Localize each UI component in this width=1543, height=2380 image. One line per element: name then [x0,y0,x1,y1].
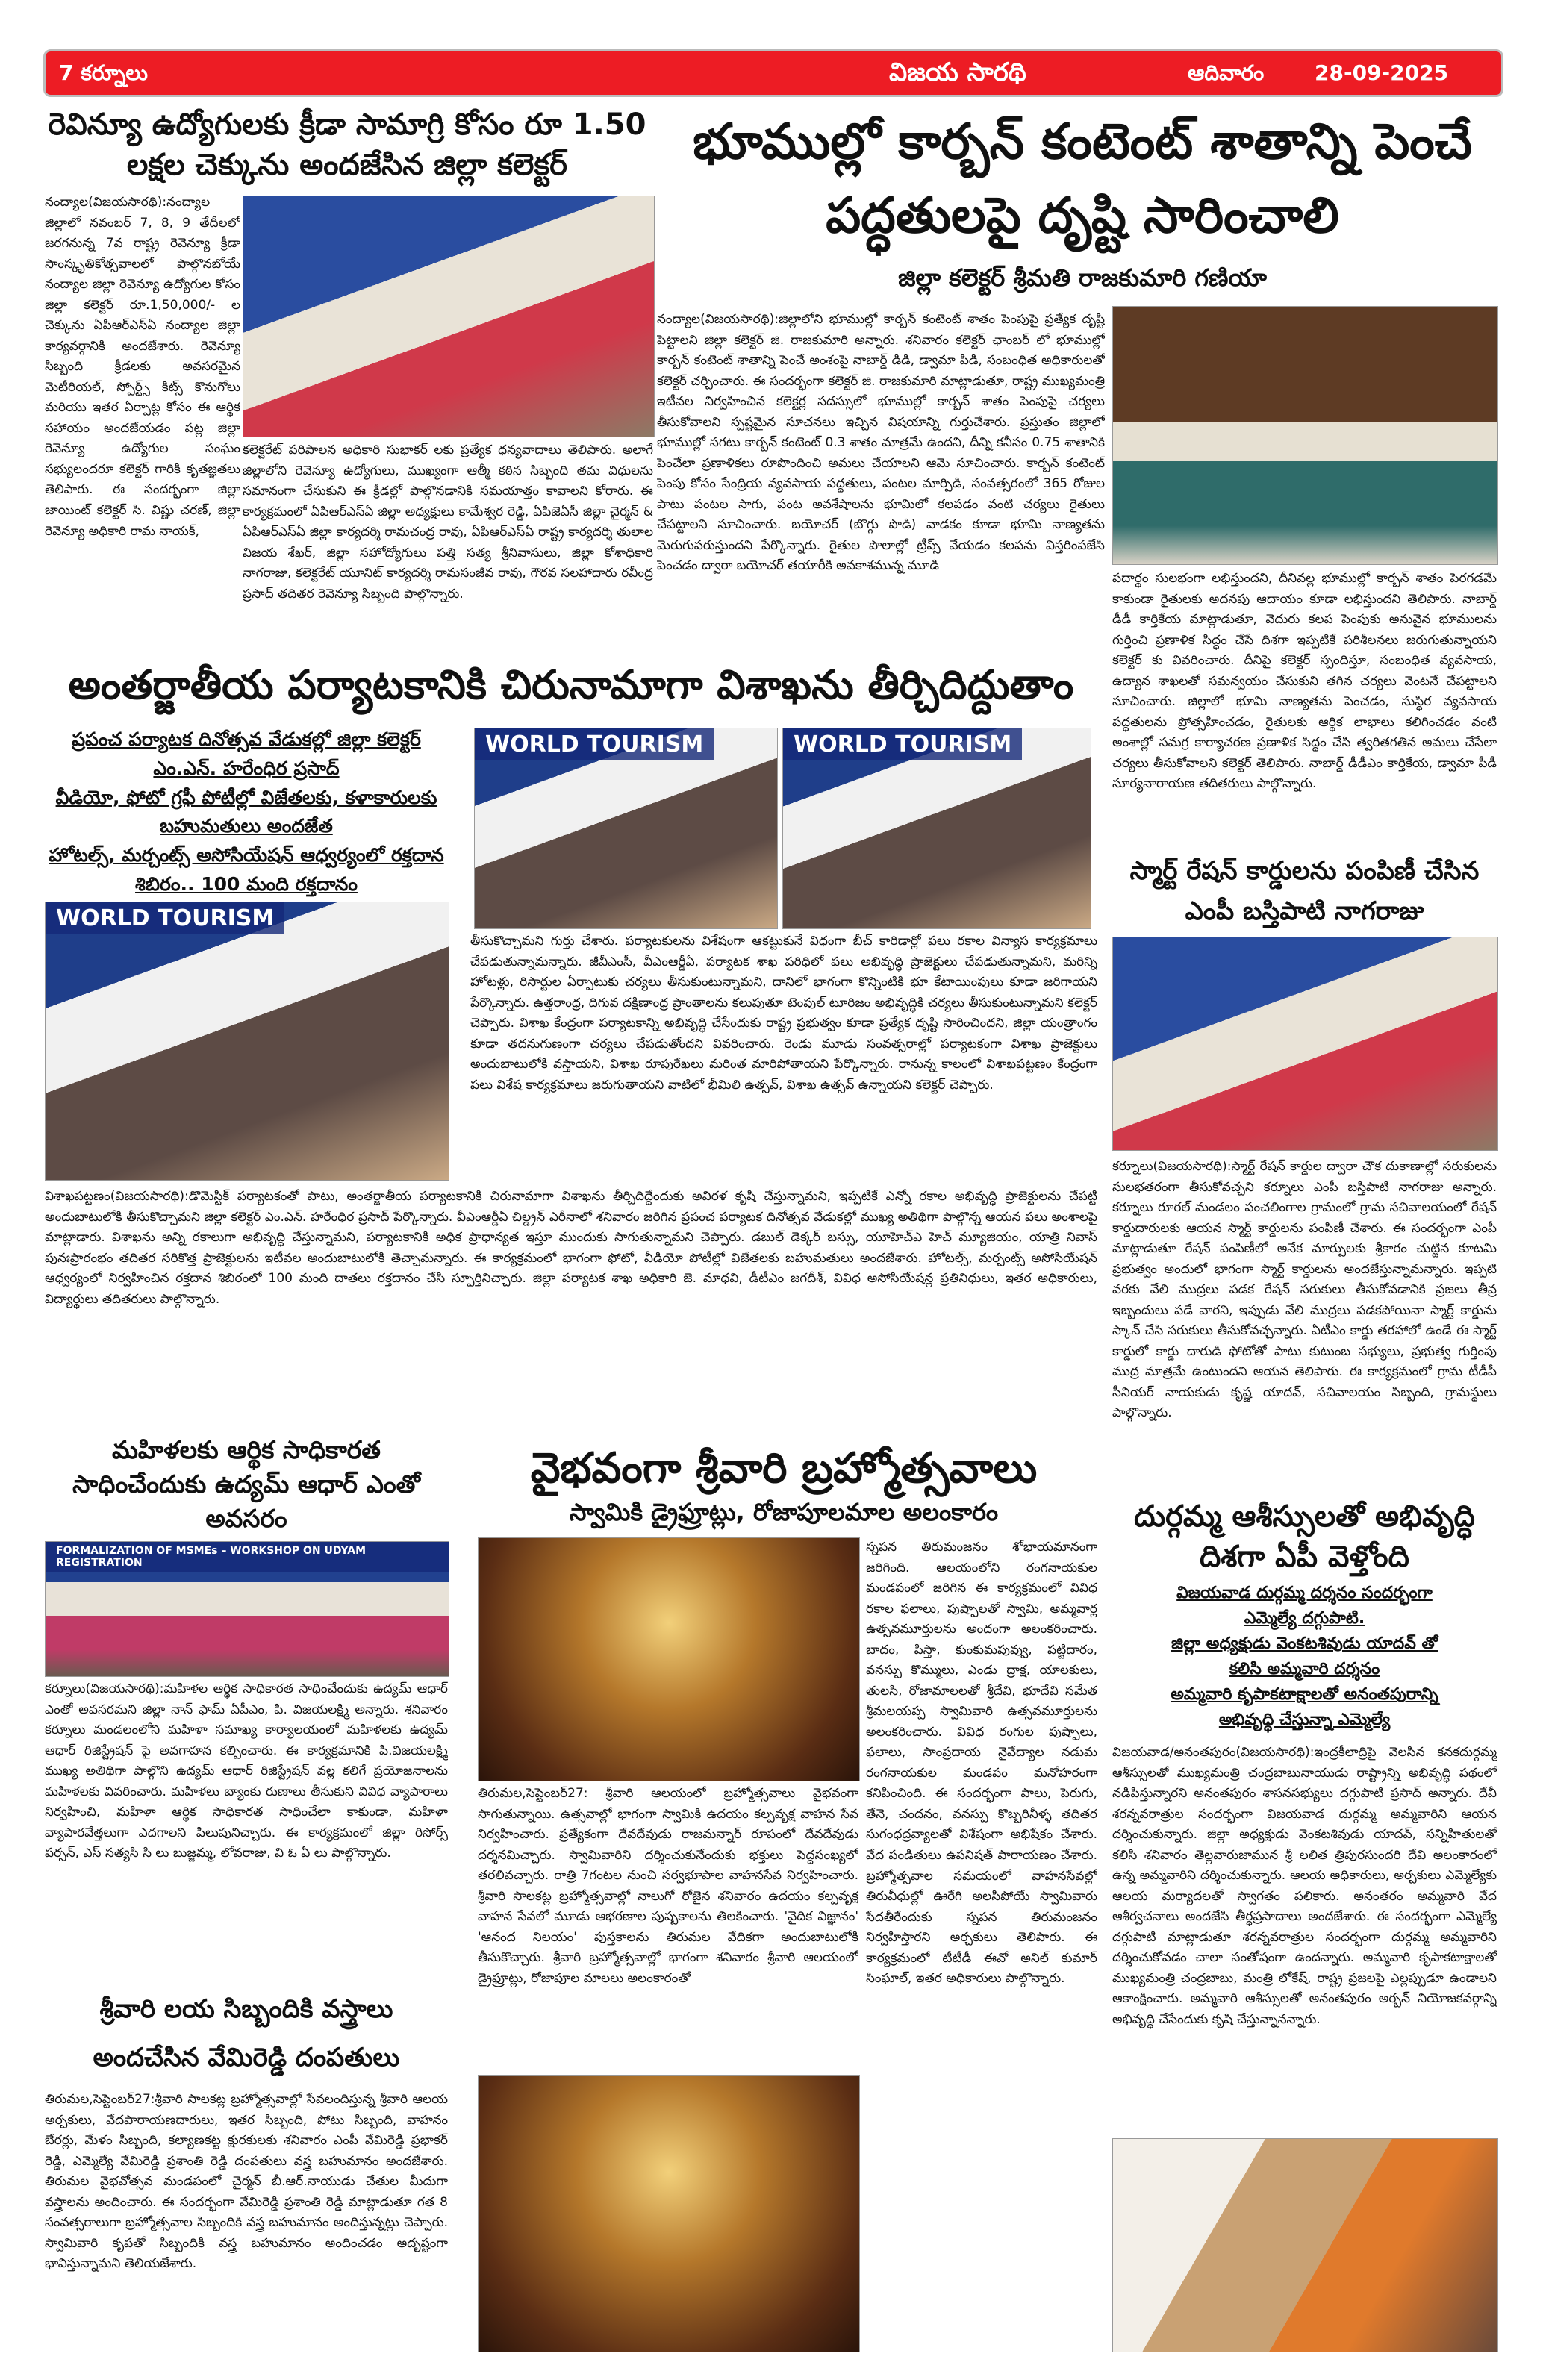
photo-tourism-award-1: WORLD TOURISM [474,728,778,929]
article-body: నంద్యాల(విజయసారథి):నంద్యాల జిల్లాలో నవంబర్ 7, 8, 9 తేదీలలో జరగనున్న 7వ రాష్ట్ర రెవెన్యూ క్రీడా సాంస్కృతికోత్సవాలలో పాల్గొనబోయే నంద్యాల జిల్లా రెవెన్యూ ఉద్యోగుల కోసం జిల్లా కలెక్టర్ రూ.1,50,000/- ల చెక్కును ఏపిఆర్ఎస్ఏ నంద్యాల జిల్లా కార్యవర్గానికి అందజేశారు. రెవెన్యూ సిబ్బంది క్రీడలకు అవసరమైన మెటీరియల్, స్పోర్ట్స్ కిట్స్ కొనుగోలు మరియు ఇతర ఏర్పాట్ల కోసం ఈ ఆర్థిక సహాయం అందజేయడం పట్ల జిల్లా రెవెన్యూ ఉద్యోగుల సంఘం సభ్యులందరూ కలెక్టర్ గారికి కృతజ్ఞతలు తెలిపారు. ఈ సందర్భంగా జిల్లా జాయింట్ కలెక్టర్ సి. విష్ణు చరణ్, జిల్లా రెవెన్యూ అధికారి రామ నాయక్, [45,195,240,539]
article-body: కలెక్టరేట్ పరిపాలన అధికారి సుభాకర్ లకు ప్రత్యేక ధన్యవాదాలు తెలిపారు. అలాగే జిల్లాలోని రెవెన్యూ ఉద్యోగులు, ముఖ్యంగా ఆత్మీ కఠిన సిబ్బంది తమ విధులను సమానంగా చేసుకుని ఈ క్రీడల్లో పాల్గొనడానికి సమయాత్తం కావాలని కోరారు. ఈ కార్యక్రమంలో ఏపిఆర్ఎస్ఏ జిల్లా అధ్యక్షులు కామేశ్వర రెడ్డి, ఏపిజెఏసీ జిల్లా చైర్మన్ & ఏపిఆర్ఎస్ఏ జిల్లా కార్యదర్శి రామచంద్ర రావు, ఏపిఆర్ఎస్ఏ రాష్ట్ర కార్యదర్శి తులాల విజయ శేఖర్, జిల్లా సహోద్యోగులు పత్తి సత్య శ్రీనివాసులు, జిల్లా కోశాధికారి నాగరాజు, కలెక్టరేట్ యూనిట్ కార్యదర్శి రామసంజీవ రావు, గౌరవ సలహాదారు రవీంద్ర ప్రసాద్ తదితర రెవెన్యూ సిబ్బంది పాల్గొన్నారు. [243,443,653,602]
article-body: కర్నూలు(విజయసారథి):స్మార్ట్ రేషన్ కార్డుల ద్వారా చౌక దుకాణాల్లో సరుకులను సులభతరంగా తీసుకోవచ్చని కర్నూలు ఎంపీ బస్తిపాటి నాగరాజు అన్నారు. కర్నూలు రూరల్ మండలం పంచలింగాల గ్రామంలో గ్రామ సచివాలయంలో రేషన్ కార్డుదారులకు ఆయన స్మార్ట్ కార్డులను పంపిణీ చేశారు. ఈ సందర్భంగా ఎంపీ మాట్లాడుతూ రేషన్ పంపిణీలో అనేక మార్పులకు శ్రీకారం చుట్టిన కూటమి ప్రభుత్వం అందులో భాగంగా స్మార్ట్ కార్డులను అందజేస్తున్నామన్నారు. ఇప్పటి వరకు వేలి ముద్రలు పడక రేషన్ సరుకులు తీసుకోవడానికి ప్రజలు తీవ్ర ఇబ్బందులు పడే వారని, ఇప్పుడు వేలి ముద్రలు పడకపోయినా స్మార్ట్ కార్డును స్కాన్ చేసి సరుకులు తీసుకోవచ్చన్నారు. ఏటీఎం కార్డు తరహాలో ఉండే ఈ స్మార్ట్ కార్డులో కార్డు దారుడి ఫోటోతో పాటు కుటుంబ సభ్యులు, ప్రభుత్వ గుర్తింపు ముద్ర మాత్రమే ఉంటుందని ఆయన తెలిపారు. ఈ కార్యక్రమంలో గ్రామ టీడీపీ సీనియర్ నాయకుడు కృష్ణ యాదవ్, సచివాలయం సిబ్బంది, గ్రామస్థులు పాల్గొన్నారు. [1112,1159,1497,1421]
photo-collector [1112,306,1498,565]
article-subheads: విజయవాడ దుర్గమ్మ దర్శనం సందర్భంగా ఎమ్మెల్యే దగ్గుపాటి. జిల్లా అధ్యక్షుడు వెంకటశివుడు యాదవ్ తో కలిసి అమ్మవారి దర్శనం అమ్మవారి కృపాకటాక్షాలతో అనంతపురాన్ని అభివృద్ధి చేస్తున్నా ఎమ్మెల్యే [1171,1584,1438,1730]
article-body: విశాఖపట్టణం(విజయసారథి):డొమెస్టిక్ పర్యాటకంతో పాటు, అంతర్జాతీయ పర్యాటకానికి చిరునామాగా విశాఖను తీర్చిదిద్దేందుకు అవిరళ కృషి చేస్తున్నామని, ఇప్పటికే ఎన్నో రకాల అభివృద్ధి ప్రాజెక్టులను చేపట్టి అందుబాటులోకి తీసుకొచ్చామని జిల్లా కలెక్టర్ ఎం.ఎన్. హరేంధిర ప్రసాద్ పేర్కొన్నారు. వీఎంఆర్డీఏ చిల్డ్రన్ ఎరీనాలో శనివారం జరిగిన ప్రపంచ పర్యాటక దినోత్సవ వేడుకల్లో ముఖ్య అతిథిగా పాల్గొన్న ఆయన పలు అంశాలపై మాట్లాడారు. విశాఖను అన్ని రకాలుగా అభివృద్ధి చేస్తున్నామని, పర్యాటకానికి అధిక ప్రాధాన్యత ఇస్తూ ముందుకు సాగుతున్నామని చెప్పారు. డబుల్ డెక్కర్ బస్సు, యూహెచ్ఎ హెచ్ మ్యూజియం, యాత్రి నివాస్ పునఃప్రారంభం తదితర సరికొత్త ప్రాజెక్టులను ఇటీవల అందుబాటులోకి తెచ్చామన్నారు. ఈ కార్యక్రమంలో భాగంగా ఫోటో, వీడియో పోటీల్లో విజేతలకు బహుమతులు అందజేశారు. హోటల్స్, మర్చంట్స్ అసోసియేషన్ ఆధ్వర్యంలో నిర్వహించిన రక్తదాన శిబిరంలో 100 మంది దాతలు రక్తదానం చేసి స్ఫూర్తినిచ్చారు. జిల్లా పర్యాటక శాఖ అధికారి జె. మాధవి, డీటీఎం జగదీశ్, వివిధ అసోసియేషన్ల ప్రతినిధులు, ఇతర అధికారులు, విద్యార్థులు తదితరులు పాల్గొన్నారు. [45,1189,1097,1307]
article-byline: జిల్లా కలెక్టర్ శ్రీమతి రాజకుమారి గణియా [898,263,1267,292]
paper-name: విజయ సారథి [889,57,1026,87]
article-subheadline: స్వామికి డ్రైఫ్రూట్లు, రోజాపూలమాల అలంకారం [569,1498,999,1526]
article-subheads: ప్రపంచ పర్యాటక దినోత్సవ వేడుకల్లో జిల్లా కలెక్టర్ ఎం.ఎన్. హరేంధిర ప్రసాద్ వీడియో, ఫోటో గ్రఫీ పోటీల్లో విజేతలకు, కళాకారులకు బహుమతులు అందజేత హోటల్స్, మర్చంట్స్ అసోసియేషన్ ఆధ్వర్యంలో రక్తదాన శిబిరం.. 100 మంది రక్తదానం [49,728,444,895]
photo-mla-durgamma [1112,2138,1498,2352]
article-body: విజయవాడ/అనంతపురం(విజయసారథి):ఇంద్రకీలాద్రిపై వెలసిన కనకదుర్గమ్మ ఆశీస్సులతో ముఖ్యమంత్రి చంద్రబాబునాయుడు రాష్ట్రాన్ని అభివృద్ధి పథంలో నడిపిస్తున్నారని అనంతపురం శాసనసభ్యులు దగ్గుపాటి ప్రసాద్ అన్నారు. దేవీ శరన్నవరాత్రుల సందర్భంగా విజయవాడ దుర్గమ్మ అమ్మవారిని ఆయన దర్శించుకున్నారు. జిల్లా అధ్యక్షుడు వెంకటశివుడు యాదవ్, సన్నిహితులతో కలిసి శనివారం తెల్లవారుజామున శ్రీ లలిత త్రిపురసుందరి దేవి అలంకారంలో ఉన్న అమ్మవారిని దర్శించుకున్నారు. ఆలయ అధికారులు, అర్చకులు ఎమ్మెల్యేకు ఆలయ మర్యాదలతో స్వాగతం పలికారు. అనంతరం అమ్మవారి వేద ఆశీర్వచనాలు అందజేసి తీర్థప్రసాదాలు అందజేశారు. ఈ సందర్భంగా ఎమ్మెల్యే దగ్గుపాటి మాట్లాడుతూ శరన్నవరాత్రుల సందర్భంగా దుర్గమ్మ అమ్మవారిని దర్శించుకోవడం చాలా సంతోషంగా ఉందన్నారు. అమ్మవారి కృపాకటాక్షాలతో ముఖ్యమంత్రి చంద్రబాబు, మంత్రి లోకేష్, రాష్ట్ర ప్రజలపై ఎల్లప్పుడూ ఉండాలని ఆకాంక్షించారు. అమ్మవారి ఆశీస్సులతో అనంతపురం అర్బన్ నియోజకవర్గాన్ని అభివృద్ధి చేసేందుకు కృషి చేస్తున్నానన్నారు. [1112,1745,1497,2027]
photo-ration-cards [1112,937,1498,1151]
article-headline-sports-cheque: రెవిన్యూ ఉద్యోగులకు క్రీడా సామాగ్రి కోసం రూ 1.50 లక్షల చెక్కును అందజేసిన జిల్లా కలెక్టర్ [48,107,646,182]
article-headline-ration-cards: స్మార్ట్ రేషన్ కార్డులను పంపిణీ చేసిన ఎంపీ బస్తిపాటి నాగరాజు [1129,856,1480,927]
article-body: కర్నూలు(విజయసారథి):మహిళల ఆర్థిక సాధికారత సాధించేందుకు ఉద్యమ్ ఆధార్ ఎంతో అవసరమని జిల్లా నాన్ ఫామ్ ఏపీఎం, పి. విజయలక్ష్మి అన్నారు. శనివారం కర్నూలు మండలంలోని మహిళా సమాఖ్య కార్యాలయంలో మహిళలకు ఉద్యమ్ ఆధార్ రిజిస్ట్రేషన్ పై అవగాహన కల్పించారు. ఈ కార్యక్రమానికి పి.విజయలక్ష్మి ముఖ్య అతిథిగా పాల్గొని ఉద్యమ్ ఆధార్ రిజిస్ట్రేషన్ వల్ల కలిగే ప్రయోజనాలను మహిళలకు వివరించారు. మహిళలు బ్యాంకు రుణాలు తీసుకుని వివిధ వ్యాపారాలు నిర్వహించి, మహిళా ఆర్థిక సాధికారత సాధించేలా కాకుండా, మహిళా వ్యాపారవేత్తలుగా ఎదగాలని పిలుపునిచ్చారు. ఈ కార్యక్రమంలో జిల్లా రిసోర్స్ పర్సన్, ఎస్ సత్యసి సి లు బుజ్జమ్మ, లోవరాజు, వి ఓ ఏ లు పాల్గొన్నారు. [45,1681,448,1861]
photo-temple-deity [478,1537,860,1781]
page-section: 7 కర్నూలు [59,60,148,85]
article-headline-vemireddy: శ్రీవారి లయ సిబ్బందికి వస్త్రాలు అందచేసిన వేమిరెడ్డి దంపతులు [93,1994,400,2073]
date-label: 28-09-2025 [1315,60,1449,85]
article-body: పదార్థం సులభంగా లభిస్తుందని, దీనివల్ల భూముల్లో కార్బన్ శాతం పెరగడమే కాకుండా రైతులకు అదనపు ఆదాయం కూడా లభిస్తుందని తెలిపారు. నాబార్డ్ డీడీ కార్తికేయ మాట్లాడుతూ, వెదురు కలప పెంపుకు అనువైన భూములను గుర్తించి ప్రణాళిక సిద్ధం చేసే దిశగా ఇప్పటికే పరిశీలనలు జరుగుతున్నాయని కలెక్టర్ కు వివరించారు. దీనిపై కలెక్టర్ స్పందిస్తూ, సంబంధిత వ్యవసాయ, ఉద్యాన శాఖలతో సమన్వయం చేసుకుని తగిన చర్యలు వెంటనే చేపట్టాలని సూచించారు. జిల్లాలో భూమి నాణ్యతను పెంచడం, సుస్థిర వ్యవసాయ పద్ధతులను ప్రోత్సహించడం, రైతులకు ఆర్థిక లాభాలు కలిగించడం వంటి అంశాల్లో సమగ్ర కార్యాచరణ ప్రణాళిక సిద్ధం చేసి త్వరితగతిన అమలు చేసేలా చర్యలు తీసుకోవాలని కలెక్టర్ తెలిపారు. నాబార్డ్ డీడీఎం కార్తికేయ, డ్వామా పీడీ సూర్యనారాయణ తదితరులు పాల్గొన్నారు. [1112,571,1497,792]
article-headline-udyam: మహిళలకు ఆర్థిక సాధికారత సాధించేందుకు ఉద్యమ్ ఆధార్ ఎంతో అవసరం [72,1435,420,1534]
article-headline-tourism: అంతర్జాతీయ పర్యాటకానికి చిరునామాగా విశాఖను తీర్చిదిద్దుతాం [68,661,1074,708]
article-headline-durgamma: దుర్గమ్మ ఆశీస్సులతో అభివృద్ధి దిశగా ఏపీ వెళ్తోంది [1134,1499,1475,1574]
article-headline-carbon: భూముల్లో కార్బన్ కంటెంట్ శాతాన్ని పెంచే పద్ధతులపై దృష్టి సారించాలి [693,113,1472,244]
photo-udyam-workshop: FORMALIZATION OF MSMEs – WORKSHOP ON UDYAM REGISTRATION [45,1541,449,1677]
article-headline-brahmotsavam: వైభవంగా శ్రీవారి బ్రహ్మోత్సవాలు [530,1444,1038,1493]
day-label: ఆదివారం [1188,60,1265,85]
photo-temple-abhishekam [478,2075,860,2352]
article-body: తిరుమల,సెప్టెంబర్27: శ్రీవారి ఆలయంలో బ్రహ్మోత్సవాలు వైభవంగా సాగుతున్నాయి. ఉత్సవాల్లో భాగంగా స్వామికి ఉదయం కల్పవృక్ష వాహన సేవ నిర్వహించారు. ప్రత్యేకంగా దేవదేవుడు రాజమన్నార్ రూపంలో దేవదేవుడు దర్శనమిచ్చారు. స్వామివారిని దర్శించుకునేందుకు భక్తులు పెద్దసంఖ్యలో తరలివచ్చారు. రాత్రి 7గంటల నుంచి సర్వభూపాల వాహనసేవ నిర్వహించారు. శ్రీవారి సాలకట్ల బ్రహ్మోత్సవాల్లో నాలుగో రోజైన శనివారం ఉదయం కల్పవృక్ష వాహన సేవలో మూడు ఆభరణాల పుష్పకాలను తిలకించారు. 'వైదిక విజ్ఞానం' 'ఆనంద నిలయం' పుస్తకాలను తిరుమల వేదికగా అందుబాటులోకి తీసుకొచ్చారు. శ్రీవారి బ్రహ్మోత్సవాల్లో భాగంగా శనివారం శ్రీవారి ఆలయంలో డ్రైఫ్రూట్లు, రోజాపూల మాలలు అలంకారంతో [478,1786,858,1986]
photo-cheque-handover [243,196,655,437]
article-body: తిరుమల,సెప్టెంబర్27:శ్రీవారి సాలకట్ల బ్రహ్మోత్సవాల్లో సేవలందిస్తున్న శ్రీవారి ఆలయ అర్చకులు, వేదపారాయణదారులు, ఇతర సిబ్బంది, పోటు సిబ్బంది, వాహనం బేరర్లు, మేళం సిబ్బంది, కల్యాణకట్ట క్షురకులకు శనివారం ఎంపీ వేమిరెడ్డి ప్రభాకర్ రెడ్డి, ఎమ్మెల్యే వేమిరెడ్డి ప్రశాంతి రెడ్డి దంపతులు వస్త్ర బహుమానం అందజేశారు. తిరుమల వైభవోత్సవ మండపంలో చైర్మన్ బీ.ఆర్.నాయుడు చేతుల మీదుగా వస్త్రాలను అందించారు. ఈ సందర్భంగా వేమిరెడ్డి ప్రశాంతి రెడ్డి మాట్లాడుతూ గత 8 సంవత్సరాలుగా బ్రహ్మోత్సవాల సిబ్బందికి వస్త్ర బహుమానం అందిస్తున్నట్లు చెప్పారు. స్వామివారి కృపతో సిబ్బందికి వస్త్ర బహుమానం అందించడం అదృష్టంగా భావిస్తున్నామని తెలియజేశారు. [45,2092,448,2272]
article-body: తీసుకొచ్చామని గుర్తు చేశారు. పర్యాటకులను విశేషంగా ఆకట్టుకునే విధంగా బీచ్ కారిడార్లో పలు రకాల విన్యాస కార్యక్రమాలు చేపడుతున్నామన్నారు. జీవీఎంసీ, వీఎంఆర్డీఏ, పర్యాటక శాఖ పరిధిలో పలు అభివృద్ధి ప్రాజెక్టులు చేపడుతున్నామని, మరిన్ని హోటళ్లు, రిసార్టుల ఏర్పాటుకు చర్యలు తీసుకుంటున్నామని, దానిలో భాగంగా కొన్నింటికి భూ కేటాయింపులు కూడా జరిగాయని పేర్కొన్నారు. ఉత్తరాంధ్ర, దిగువ దక్షిణాంధ్ర ప్రాంతాలను కలుపుతూ టెంపుల్ టూరిజం అభివృద్ధికి చర్యలు తీసుకుంటున్నామని కలెక్టర్ చెప్పారు. విశాఖ కేంద్రంగా పర్యాటకాన్ని అభివృద్ధి చేసేందుకు రాష్ట్ర ప్రభుత్వం కూడా ప్రత్యేక దృష్టి సారించిందని, జిల్లా యంత్రాంగం కూడా తదనుగుణంగా చర్యలు చేపడుతోందని వివరించారు. రెండు మూడు సంవత్సరాల్లో పర్యాటకంగా విశాఖ ప్రాజెక్టులు అందుబాటులోకి వస్తాయని, విశాఖ రూపురేఖలు మరింత మారిపోతాయని పేర్కొన్నారు. రానున్న కాలంలో విశాఖపట్టణం కేంద్రంగా పలు విశేష కార్యక్రమాలు జరుగుతాయని వాటిలో భీమిలి ఉత్సవ్, విశాఖ ఉత్సవ్ ఉన్నాయని కలెక్టర్ చెప్పారు. [470,934,1097,1093]
article-body: నంద్యాల(విజయసారథి):జిల్లాలోని భూముల్లో కార్బన్ కంటెంట్ శాతం పెంపుపై ప్రత్యేక దృష్టి పెట్టాలని జిల్లా కలెక్టర్ జి. రాజకుమారి అన్నారు. శనివారం కలెక్టర్ ఛాంబర్ లో భూముల్లో కార్బన్ కంటెంట్ శాతాన్ని పెంచే అంశంపై నాబార్డ్ డిడి, డ్వామా పిడి, సంబంధిత అధికారులతో కలెక్టర్ చర్చించారు. ఈ సందర్భంగా కలెక్టర్ జి. రాజకుమారి మాట్లాడుతూ, రాష్ట్ర ముఖ్యమంత్రి ఇటీవల నిర్వహించిన కలెక్టర్ల సదస్సులో భూముల్లో కార్బన్ శాతం పెంపుపై చర్యలు తీసుకోవాలని స్పష్టమైన సూచనలు ఇచ్చిన విషయాన్ని గుర్తుచేశారు. ప్రస్తుతం జిల్లాలో భూముల్లో సగటు కార్బన్ కంటెంట్ 0.3 శాతం మాత్రమే ఉందని, దీన్ని కనీసం 0.75 శాతానికి పెంచేలా ప్రణాళికలు రూపొందించి అమలు చేయాలని ఆమె సూచించారు. కార్బన్ కంటెంట్ పెంపు కోసం సేంద్రియ వ్యవసాయ పద్ధతులు, పంటల మార్పిడి, సంవత్సరంలో 365 రోజుల పాటు పంటల సాగు, పంట అవశేషాలను భూమిలో కలపడం వంటి చర్యలు రైతులు చేపట్టాలని సూచించారు. బయోచర్ (బొగ్గు పొడి) వాడకం కూడా భూమి నాణ్యతను మెరుగుపరుస్తుందని పేర్కొన్నారు. రైతుల పొలాల్లో ట్రీప్స్ వేయడం కలపను విస్తరింపజేసి పెంచడం ద్వారా బయోచర్ తయారీకి అవకాశమున్న మూడి [657,312,1105,574]
photo-tourism-award-3: WORLD TOURISM [45,902,449,1181]
photo-tourism-award-2: WORLD TOURISM [782,728,1091,929]
masthead-bar [43,49,1503,97]
article-body: స్నపన తిరుమంజనం శోభాయమానంగా జరిగింది. ఆలయంలోని రంగనాయకుల మండపంలో జరిగిన ఈ కార్యక్రమంలో వివిధ రకాల ఫలాలు, పుష్పాలతో స్వామి, అమ్మవార్ల ఉత్సవమూర్తులను అందంగా అలంకరించారు. బాదం, పిస్తా, కుంకుమపువ్వు, పట్టిదారం, వనస్పు కొమ్ములు, ఎండు ద్రాక్ష, యాలకులు, తులసి, రోజామాలలతో శ్రీదేవి, భూదేవి సమేత శ్రీమలయప్ప స్వామివారి ఉత్సవమూర్తులను అలంకరించారు. వివిధ రంగుల పుష్పాలు, ఫలాలు, సాంప్రదాయ నైవేద్యాల నడుమ రంగనాయకుల మండపం మనోహరంగా కనిపించింది. ఈ సందర్భంగా పాలు, పెరుగు, తేనె, చందనం, వనస్పు కొబ్బరినీళ్ళ తదితర సుగంధద్రవ్యాలతో విశేషంగా అభిషేకం చేశారు. వేద పండితులు ఉపనిషత్ పారాయణం చేశారు. బ్రహ్మోత్సవాల సమయంలో వాహనసేవల్లో తిరువీధుల్లో ఊరేగి అలసిపోయే స్వామివారు సేదతీరేందుకు స్నపన తిరుమంజనం నిర్వహిస్తారని అర్చకులు తెలిపారు. ఈ కార్యక్రమంలో టీటీడీ ఈవో అనిల్ కుమార్ సింఘాల్, ఇతర అధికారులు పాల్గొన్నారు. [866,1540,1097,1987]
